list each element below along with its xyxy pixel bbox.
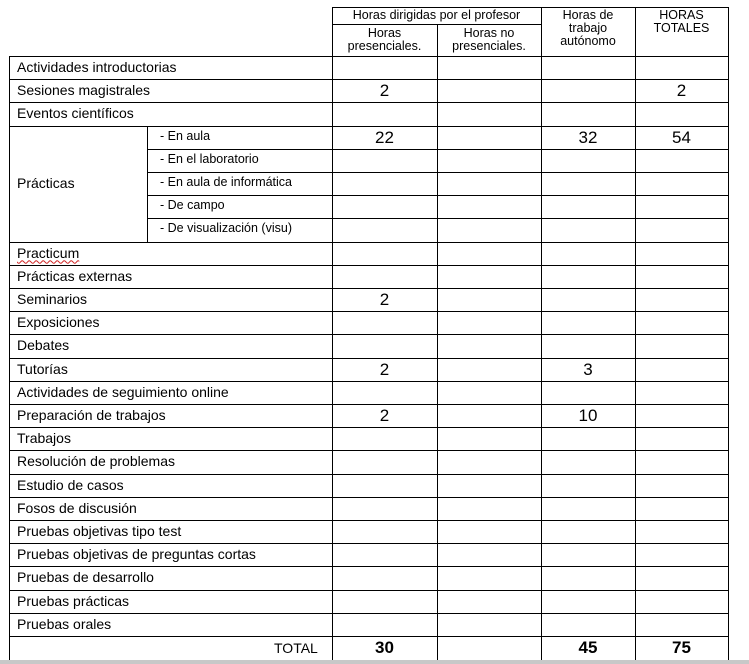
cell-total: 2 [676, 81, 687, 101]
header-presenciales: Horas presenciales. [347, 26, 422, 53]
header-no-presenciales: Horas no presenciales. [452, 26, 526, 53]
cell-presencial: 22 [375, 127, 394, 147]
grid-line [9, 497, 729, 498]
cell-autonomo: 32 [578, 127, 598, 147]
cell-presencial: 2 [379, 81, 390, 101]
grid-line [9, 590, 729, 591]
row-label: Exposiciones [17, 314, 100, 331]
subrow-label: - De campo [160, 198, 225, 213]
grid-line [147, 172, 729, 173]
grid-line [147, 149, 729, 150]
row-label: Debates [17, 337, 70, 354]
grid-line [9, 404, 729, 405]
page-bottom-edge [0, 660, 749, 664]
header-totales: HORAS TOTALES [653, 8, 710, 35]
grid-line [9, 265, 729, 266]
row-label: Estudio de casos [17, 476, 124, 493]
grid-line [9, 311, 729, 312]
grid-line [147, 195, 729, 196]
row-label: Eventos científicos [17, 105, 134, 122]
grid-line [9, 79, 729, 80]
total-cell-total: 75 [672, 638, 691, 657]
row-label: Pruebas objetivas de preguntas cortas [17, 546, 256, 563]
subrow-label: - En aula [160, 128, 211, 143]
grid-line [9, 242, 729, 243]
header-group-label: Horas dirigidas por el profesor [352, 8, 521, 22]
grid-line [147, 218, 729, 219]
cell-total: 54 [672, 127, 691, 147]
cell-presencial: 2 [379, 290, 390, 309]
grid-line [437, 24, 438, 661]
row-label: Prácticas externas [17, 267, 133, 284]
grid-line [9, 56, 10, 661]
row-label: Sesiones magistrales [17, 82, 151, 99]
row-label: Trabajos [17, 430, 71, 447]
total-cell-autonomo: 45 [578, 638, 598, 657]
row-label: Tutorías [17, 360, 68, 377]
header-autonomo: Horas de trabajo autónomo [560, 8, 616, 48]
grid-line [9, 56, 729, 57]
total-label: TOTAL [274, 640, 318, 656]
subrow-label: - De visualización (visu) [160, 221, 292, 236]
row-label: Fosos de discusión [17, 499, 137, 516]
grid-line [332, 7, 729, 8]
row-label: Pruebas orales [17, 615, 112, 632]
grid-line [9, 474, 729, 475]
grid-line [9, 334, 729, 335]
grid-line [9, 450, 729, 451]
cell-autonomo: 10 [578, 406, 598, 425]
grid-line [9, 613, 729, 614]
row-label-practicas: Prácticas [17, 174, 75, 191]
grid-line [9, 427, 729, 428]
row-label: Preparación de trabajos [17, 407, 166, 423]
row-label: Pruebas objetivas tipo test [17, 523, 182, 539]
grid-line [9, 543, 729, 544]
subrow-label: - En aula de informática [160, 175, 293, 189]
total-cell-presencial: 30 [375, 638, 394, 657]
grid-line [332, 7, 333, 661]
grid-line [541, 7, 542, 661]
grid-line [9, 520, 729, 521]
cell-presencial: 2 [379, 406, 390, 425]
cell-presencial: 2 [379, 359, 390, 379]
grid-line [728, 7, 729, 661]
cell-autonomo: 3 [583, 359, 593, 379]
grid-line [9, 102, 729, 103]
row-label: Actividades de seguimiento online [17, 383, 229, 400]
row-label: Pruebas prácticas [17, 592, 130, 609]
row-label: Resolución de problemas [17, 453, 175, 470]
row-label: Actividades introductorias [17, 59, 177, 75]
row-label: Seminarios [17, 291, 88, 307]
grid-line [635, 7, 636, 661]
grid-line [9, 288, 729, 289]
grid-line [9, 381, 729, 382]
grid-line [9, 566, 729, 567]
grid-line [9, 636, 729, 637]
grid-line [147, 126, 148, 243]
row-label: Practicum [17, 244, 80, 261]
subrow-label: - En el laboratorio [160, 151, 259, 166]
row-label: Pruebas de desarrollo [17, 569, 154, 586]
